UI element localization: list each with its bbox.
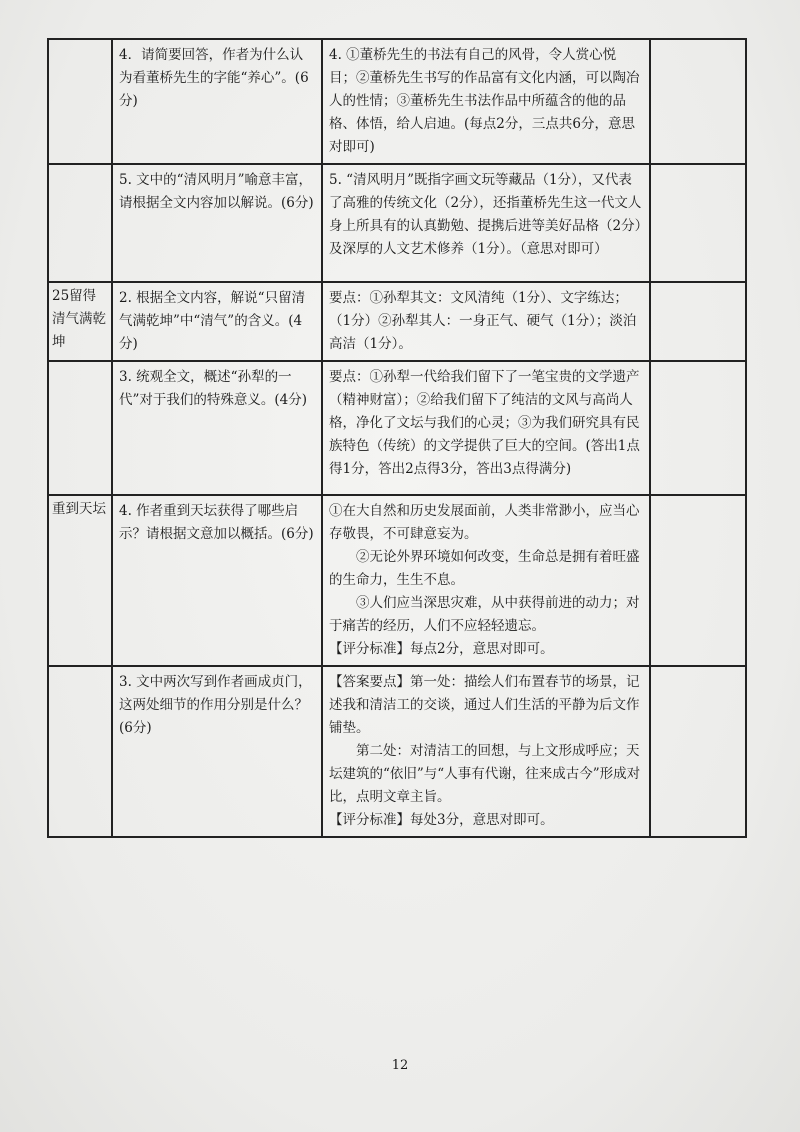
section-cell <box>48 361 112 495</box>
answer-cell <box>322 39 650 164</box>
answer-cell <box>322 666 650 837</box>
question-cell: 3. 统观全文，概述“孙犁的一代”对于我们的特殊意义。(4分) <box>112 361 322 495</box>
notes-cell <box>650 282 746 361</box>
table-row <box>48 361 746 495</box>
answer-line: 要点：①孙犁一代给我们留下了一笔宝贵的文学遗产（精神财富）；②给我们留下了纯洁的文风与高尚人格，净化了文坛与我们的心灵；③为我们研究具有民族特色（传统）的文学提供了巨大的空间。(答出1点得1分，答出2点得3分，答出3点得满分) <box>329 369 640 477</box>
answer-line: ①在大自然和历史发展面前，人类非常渺小，应当心存敬畏，不可肆意妄为。 <box>329 503 640 542</box>
notes-cell <box>650 666 746 837</box>
answer-cell <box>322 282 650 361</box>
page-number: 12 <box>391 1058 409 1073</box>
question-cell: 5. 文中的“清风明月”喻意丰富，请根据全文内容加以解说。(6分) <box>112 164 322 282</box>
scoring-note: 【评分标准】每点2分，意思对即可。 <box>329 641 554 657</box>
answer-cell <box>322 495 650 666</box>
answer-table <box>47 38 747 838</box>
notes-cell <box>650 495 746 666</box>
section-cell <box>48 164 112 282</box>
table-row <box>48 495 746 666</box>
scoring-note: 【评分标准】每处3分，意思对即可。 <box>329 812 554 828</box>
answer-line: 4. ①董桥先生的书法有自己的风骨，令人赏心悦目；②董桥先生书写的作品富有文化内涵，可以陶冶人的性情；③董桥先生书法作品中所蕴含的他的品格、体悟，给人启迪。(每点2分，三点共6分，意思对即可) <box>329 47 640 155</box>
answer-cell <box>322 361 650 495</box>
answer-line: ②无论外界环境如何改变，生命总是拥有着旺盛的生命力，生生不息。 <box>329 549 640 588</box>
answer-cell <box>322 164 650 282</box>
table-row <box>48 164 746 282</box>
answer-line: 第二处：对清洁工的回想，与上文形成呼应；天坛建筑的“依旧”与“人事有代谢，往来成古今”形成对比，点明文章主旨。 <box>329 743 641 805</box>
answer-line: ③人们应当深思灾难，从中获得前进的动力；对于痛苦的经历，人们不应轻轻遗忘。 <box>329 595 640 634</box>
table-row <box>48 666 746 837</box>
question-cell: 4. 作者重到天坛获得了哪些启示？请根据文意加以概括。(6分) <box>112 495 322 666</box>
notes-cell <box>650 39 746 164</box>
answer-line: 要点：①孙犁其文：文风清纯（1分）、文字练达；（1分）②孙犁其人：一身正气、硬气（1分）；淡泊高洁（1分）。 <box>329 290 637 352</box>
notes-cell <box>650 361 746 495</box>
table-row <box>48 39 746 164</box>
table-row <box>48 282 746 361</box>
question-cell: 2. 根据全文内容，解说“只留清气满乾坤”中“清气”的含义。(4分) <box>112 282 322 361</box>
section-cell: 25留得清气满乾坤 <box>48 282 112 361</box>
answer-line: 【答案要点】第一处：描绘人们布置春节的场景，记述我和清洁工的交谈，通过人们生活的平静为后文作铺垫。 <box>329 674 640 736</box>
answer-line: 5. “清风明月”既指字画文玩等藏品（1分），又代表了高雅的传统文化（2分），还指董桥先生这一代文人身上所具有的认真勤勉、提携后进等美好品格（2分）及深厚的人文艺术修养（1分）。（意思对即可） <box>329 172 642 257</box>
section-cell: 重到天坛 <box>48 495 112 666</box>
section-cell <box>48 666 112 837</box>
section-cell <box>48 39 112 164</box>
notes-cell <box>650 164 746 282</box>
question-cell: 3. 文中两次写到作者画成贞门，这两处细节的作用分别是什么？(6分) <box>112 666 322 837</box>
question-cell: 4．请简要回答，作者为什么认为看董桥先生的字能“养心”。(6分) <box>112 39 322 164</box>
